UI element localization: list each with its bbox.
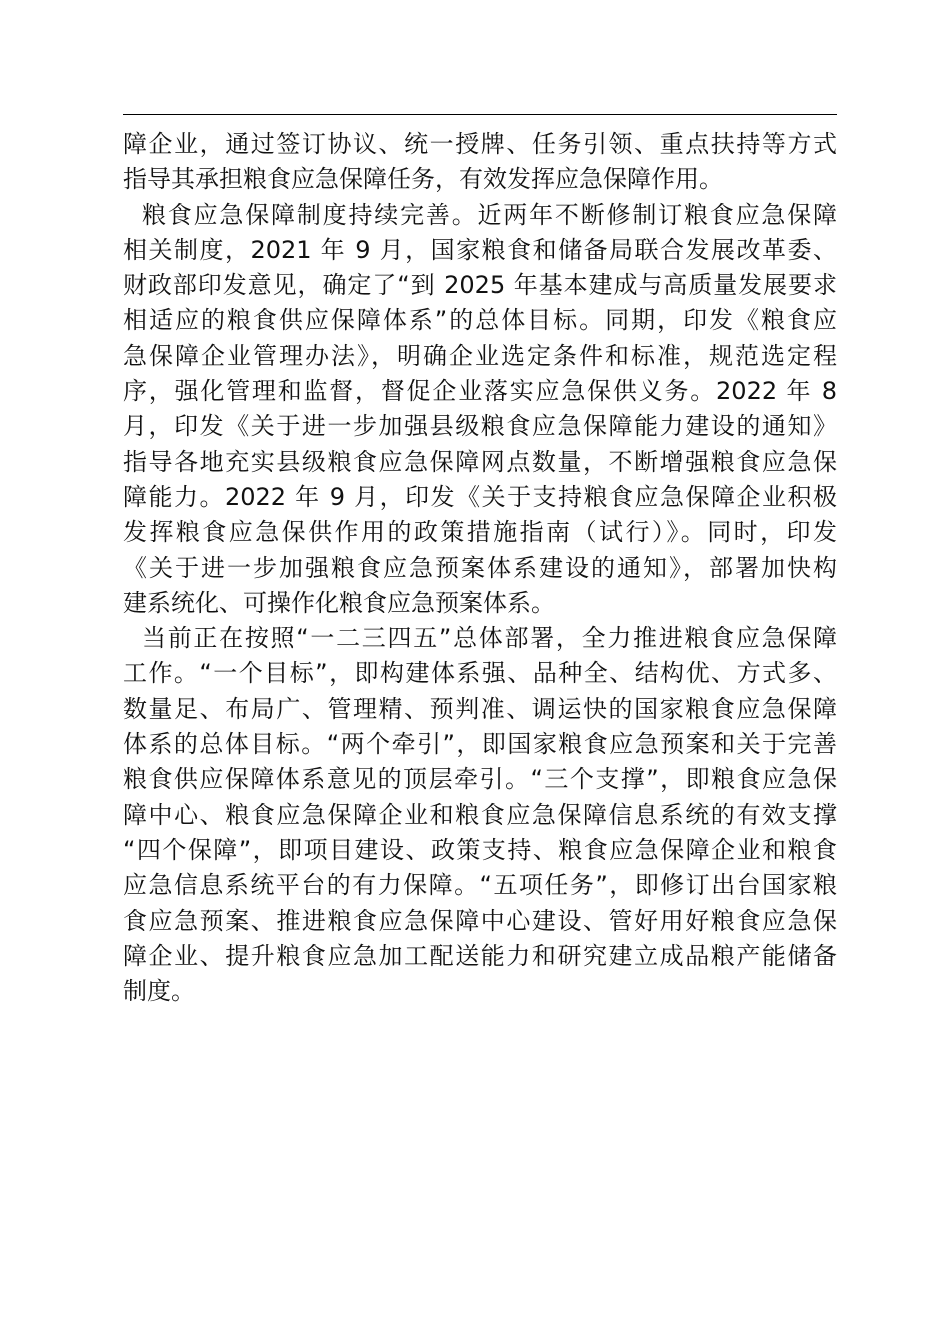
text-line: 相关制度，2021 年 9 月，国家粮食和储备局联合发展改革委、: [123, 235, 837, 264]
text-line: 指导各地充实县级粮食应急保障网点数量，不断增强粮食应急保: [123, 447, 837, 476]
paragraph: [123, 198, 837, 622]
text-line: 当前正在按照“一二三四五”总体部署，全力推进粮食应急保障: [142, 624, 837, 653]
text-line: 相适应的粮食供应保障体系”的总体目标。同期，印发《粮食应: [123, 306, 837, 335]
text-line: 制度。: [123, 977, 195, 1006]
text-line: 应急信息系统平台的有力保障。“五项任务”，即修订出台国家粮: [123, 871, 837, 900]
paragraph: [123, 127, 837, 198]
text-line: 财政部印发意见，确定了“到 2025 年基本建成与高质量发展要求: [123, 271, 837, 300]
text-line: 粮食供应保障体系意见的顶层牵引。“三个支撑”，即粮食应急保: [123, 765, 837, 794]
text-line: 粮食应急保障制度持续完善。近两年不断修制订粮食应急保障: [142, 200, 837, 229]
text-line: 障能力。2022 年 9 月，印发《关于支持粮食应急保障企业积极: [123, 482, 837, 511]
text-line: 数量足、布局广、管理精、预判准、调运快的国家粮食应急保障: [123, 694, 837, 723]
text-line: 建系统化、可操作化粮食应急预案体系。: [123, 588, 555, 617]
text-line: 《关于进一步加强粮食应急预案体系建设的通知》，部署加快构: [123, 553, 837, 582]
text-line: 序，强化管理和监督，督促企业落实应急保供义务。2022 年 8: [123, 377, 837, 406]
text-line: “四个保障”，即项目建设、政策支持、粮食应急保障企业和粮食: [123, 835, 837, 864]
text-line: 指导其承担粮食应急保障任务，有效发挥应急保障作用。: [123, 165, 723, 194]
text-line: 障中心、粮食应急保障企业和粮食应急保障信息系统的有效支撑: [123, 800, 837, 829]
paragraph: [123, 621, 837, 1009]
text-line: 食应急预案、推进粮食应急保障中心建设、管好用好粮食应急保: [123, 906, 837, 935]
text-line: 工作。“一个目标”，即构建体系强、品种全、结构优、方式多、: [123, 659, 837, 688]
text-line: 障企业，通过签订协议、统一授牌、任务引领、重点扶持等方式: [123, 130, 837, 158]
header-rule: [123, 114, 837, 115]
text-line: 急保障企业管理办法》，明确企业选定条件和标准，规范选定程: [123, 341, 837, 370]
text-line: 障企业、提升粮食应急加工配送能力和研究建立成品粮产能储备: [123, 941, 837, 970]
text-line: 月，印发《关于进一步加强县级粮食应急保障能力建设的通知》: [123, 412, 837, 441]
body-text: [123, 127, 837, 1009]
text-line: 发挥粮食应急保供作用的政策措施指南（试行）》。同时，印发: [123, 518, 837, 547]
text-line: 体系的总体目标。“两个牵引”，即国家粮食应急预案和关于完善: [123, 730, 837, 759]
